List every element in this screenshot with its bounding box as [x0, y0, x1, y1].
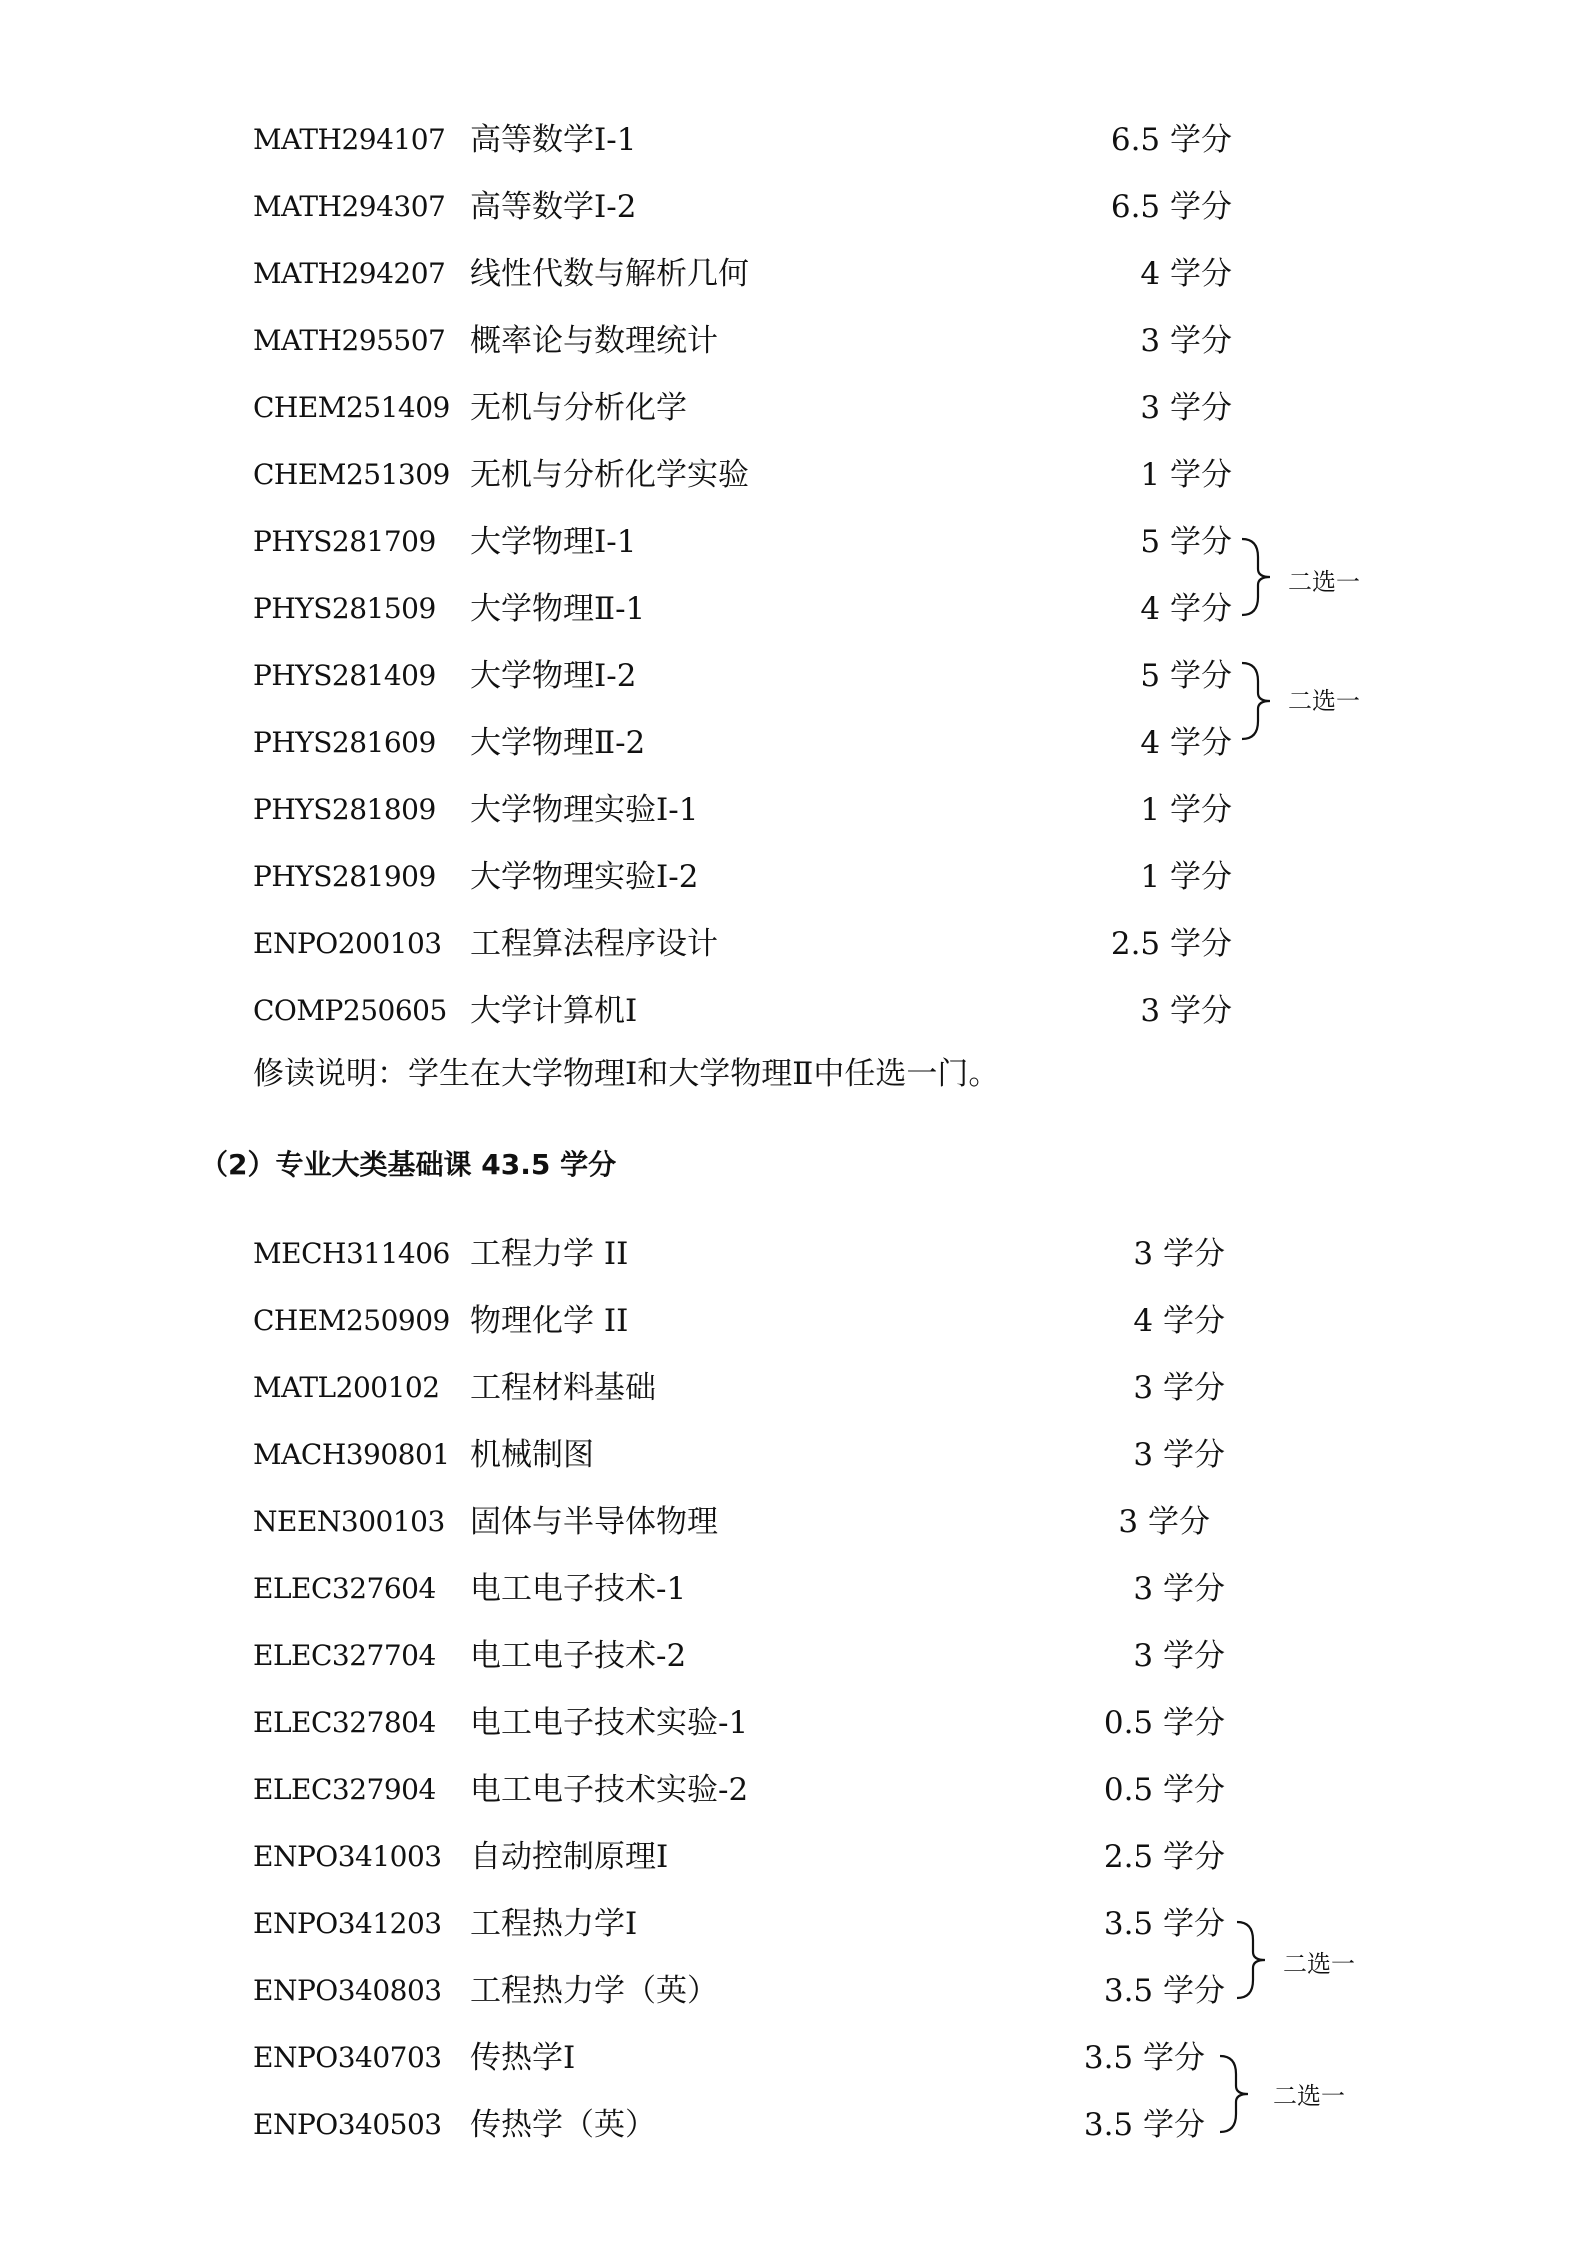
course-name: 大学物理Ⅰ-1 — [470, 524, 637, 560]
course-credit: 2.5 学分 — [1103, 1839, 1225, 1875]
course-row — [0, 311, 1588, 371]
course-code: PHYS281409 — [253, 659, 436, 692]
course-credit: 3 学分 — [1140, 390, 1232, 426]
course-row — [0, 177, 1588, 237]
course-code: PHYS281709 — [253, 525, 436, 558]
course-credit: 5 学分 — [1140, 658, 1232, 694]
course-name: 传热学（英） — [470, 2107, 656, 2143]
right-brace-icon — [1235, 1918, 1275, 2003]
course-credit: 2.5 学分 — [1110, 926, 1232, 962]
course-code: MACH390801 — [253, 1438, 450, 1471]
course-code: MATH294307 — [253, 190, 446, 223]
course-credit: 4 学分 — [1140, 725, 1232, 761]
course-credit: 3 学分 — [1133, 1638, 1225, 1674]
course-name: 线性代数与解析几何 — [470, 256, 749, 292]
course-code: ENPO340703 — [253, 2041, 442, 2074]
course-name: 电工电子技术实验-1 — [470, 1705, 749, 1741]
course-row — [0, 1224, 1588, 1284]
course-name: 工程材料基础 — [470, 1370, 656, 1406]
course-code: PHYS281909 — [253, 860, 436, 893]
course-name: 电工电子技术-1 — [470, 1571, 687, 1607]
course-name: 大学计算机Ⅰ — [470, 993, 638, 1029]
course-code: MATH294207 — [253, 257, 446, 290]
course-name: 机械制图 — [470, 1437, 594, 1473]
course-credit: 4 学分 — [1140, 591, 1232, 627]
course-name: 固体与半导体物理 — [470, 1504, 718, 1540]
course-row — [0, 378, 1588, 438]
course-code: ENPO341003 — [253, 1840, 442, 1873]
course-row — [0, 1559, 1588, 1619]
course-credit: 3 学分 — [1140, 993, 1232, 1029]
course-code: CHEM251409 — [253, 391, 450, 424]
course-row — [0, 1358, 1588, 1418]
course-credit: 3 学分 — [1133, 1571, 1225, 1607]
course-row — [0, 1894, 1588, 1954]
course-code: PHYS281509 — [253, 592, 436, 625]
course-name: 无机与分析化学 — [470, 390, 687, 426]
course-code: ENPO341203 — [253, 1907, 442, 1940]
course-row — [0, 1626, 1588, 1686]
section-heading: （2）专业大类基础课 43.5 学分 — [200, 1148, 617, 1181]
right-brace-icon — [1240, 659, 1280, 744]
course-credit: 3.5 学分 — [1083, 2040, 1205, 2076]
course-code: MECH311406 — [253, 1237, 450, 1270]
course-name: 自动控制原理Ⅰ — [470, 1839, 669, 1875]
course-row — [0, 1827, 1588, 1887]
course-row — [0, 1492, 1588, 1552]
course-code: MATH294107 — [253, 123, 446, 156]
course-code: ELEC327604 — [253, 1572, 436, 1605]
course-name: 工程算法程序设计 — [470, 926, 718, 962]
course-code: COMP250605 — [253, 994, 447, 1027]
course-code: ENPO340803 — [253, 1974, 442, 2007]
course-credit: 3.5 学分 — [1103, 1906, 1225, 1942]
course-credit: 3 学分 — [1133, 1370, 1225, 1406]
course-code: ENPO200103 — [253, 927, 442, 960]
course-name: 大学物理Ⅱ-1 — [470, 591, 646, 627]
course-row — [0, 2095, 1588, 2155]
course-row — [0, 847, 1588, 907]
course-row — [0, 780, 1588, 840]
course-name: 物理化学 II — [470, 1303, 629, 1339]
course-name: 概率论与数理统计 — [470, 323, 718, 359]
course-credit: 4 学分 — [1140, 256, 1232, 292]
course-row — [0, 1693, 1588, 1753]
course-row — [0, 713, 1588, 773]
course-credit: 4 学分 — [1133, 1303, 1225, 1339]
course-credit: 0.5 学分 — [1103, 1772, 1225, 1808]
course-row — [0, 981, 1588, 1041]
course-credit: 1 学分 — [1140, 457, 1232, 493]
course-credit: 3 学分 — [1118, 1504, 1210, 1540]
right-brace-icon — [1218, 2052, 1258, 2137]
choice-label: 二选一 — [1283, 1950, 1355, 1978]
course-row — [0, 914, 1588, 974]
course-name: 工程热力学Ⅰ — [470, 1906, 638, 1942]
course-name: 大学物理实验Ⅰ-1 — [470, 792, 699, 828]
course-name: 电工电子技术-2 — [470, 1638, 687, 1674]
course-name: 传热学Ⅰ — [470, 2040, 576, 2076]
choice-label: 二选一 — [1288, 568, 1360, 596]
right-brace-icon — [1240, 535, 1280, 620]
course-name: 电工电子技术实验-2 — [470, 1772, 749, 1808]
course-credit: 3 学分 — [1133, 1437, 1225, 1473]
elective-note: 修读说明：学生在大学物理Ⅰ和大学物理Ⅱ中任选一门。 — [253, 1056, 1000, 1092]
course-name: 大学物理Ⅱ-2 — [470, 725, 646, 761]
course-row — [0, 512, 1588, 572]
course-name: 工程力学 II — [470, 1236, 629, 1272]
course-code: ELEC327804 — [253, 1706, 436, 1739]
course-credit: 6.5 学分 — [1110, 189, 1232, 225]
course-credit: 1 学分 — [1140, 859, 1232, 895]
course-row — [0, 1291, 1588, 1351]
course-name: 无机与分析化学实验 — [470, 457, 749, 493]
course-name: 工程热力学（英） — [470, 1973, 718, 2009]
course-code: PHYS281809 — [253, 793, 436, 826]
choice-label: 二选一 — [1288, 687, 1360, 715]
course-credit: 6.5 学分 — [1110, 122, 1232, 158]
course-row — [0, 110, 1588, 170]
course-name: 大学物理Ⅰ-2 — [470, 658, 637, 694]
course-row — [0, 244, 1588, 304]
course-row — [0, 445, 1588, 505]
course-name: 大学物理实验Ⅰ-2 — [470, 859, 699, 895]
course-credit: 5 学分 — [1140, 524, 1232, 560]
choice-label: 二选一 — [1273, 2082, 1345, 2110]
course-code: ENPO340503 — [253, 2108, 442, 2141]
course-credit: 3.5 学分 — [1103, 1973, 1225, 2009]
course-credit: 3.5 学分 — [1083, 2107, 1205, 2143]
course-code: ELEC327704 — [253, 1639, 436, 1672]
course-name: 高等数学Ⅰ-2 — [470, 189, 637, 225]
course-code: CHEM251309 — [253, 458, 450, 491]
course-row — [0, 1425, 1588, 1485]
course-row — [0, 1760, 1588, 1820]
course-code: CHEM250909 — [253, 1304, 450, 1337]
course-row — [0, 2028, 1588, 2088]
course-code: MATH295507 — [253, 324, 446, 357]
course-credit: 1 学分 — [1140, 792, 1232, 828]
course-name: 高等数学Ⅰ-1 — [470, 122, 637, 158]
course-credit: 3 学分 — [1140, 323, 1232, 359]
course-credit: 0.5 学分 — [1103, 1705, 1225, 1741]
course-code: ELEC327904 — [253, 1773, 436, 1806]
course-code: NEEN300103 — [253, 1505, 445, 1538]
course-code: MATL200102 — [253, 1371, 440, 1404]
course-code: PHYS281609 — [253, 726, 436, 759]
course-credit: 3 学分 — [1133, 1236, 1225, 1272]
